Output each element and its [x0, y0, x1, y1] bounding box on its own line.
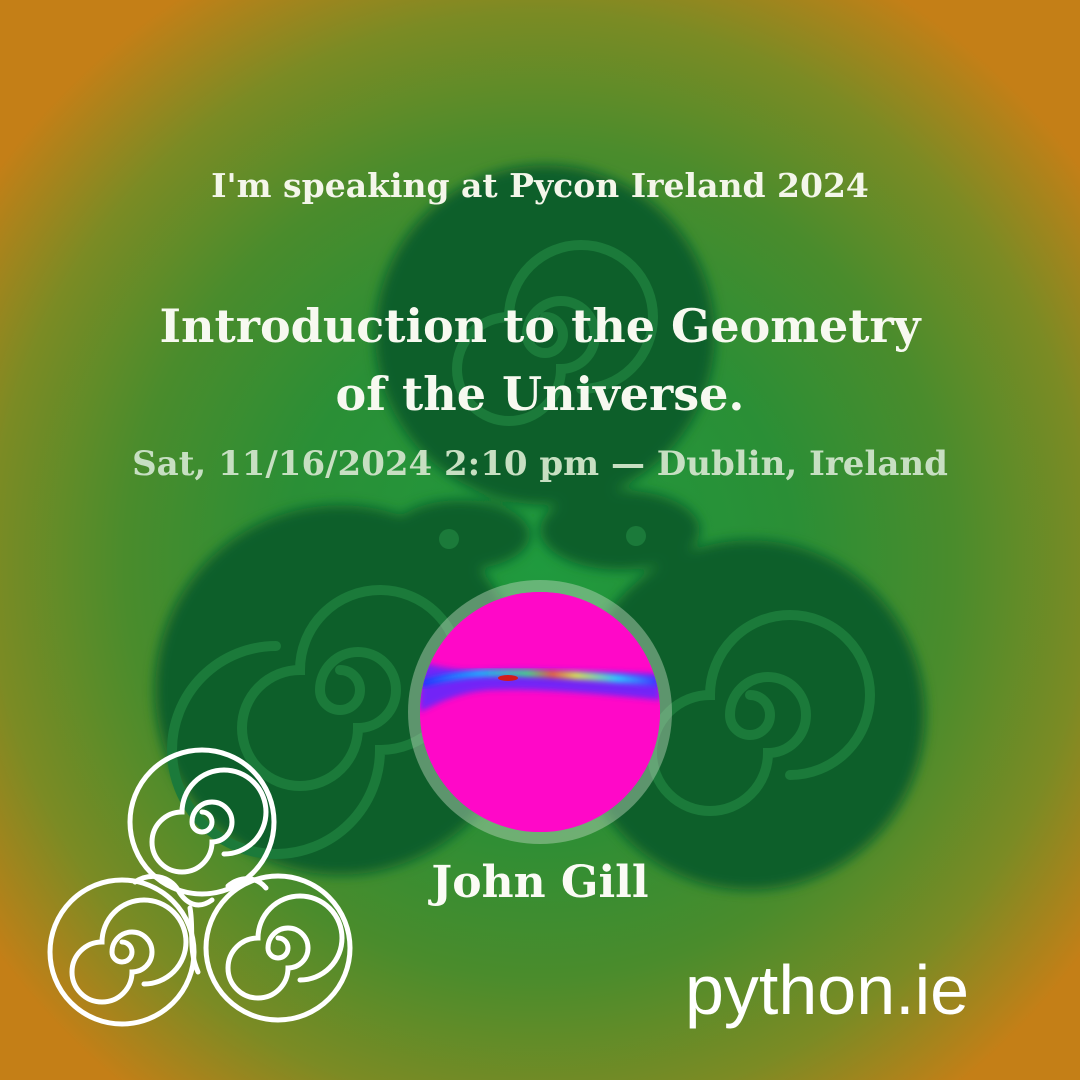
tagline: I'm speaking at Pycon Ireland 2024 [211, 166, 869, 205]
heatmap-image-icon [420, 592, 660, 832]
speaker-photo-frame [408, 580, 672, 844]
speaker-name: John Gill [431, 857, 649, 908]
triskele-logo-icon [40, 740, 360, 1050]
brand-site: python.ie [685, 951, 970, 1029]
speaker-photo [420, 592, 660, 832]
talk-datetime-location: Sat, 11/16/2024 2:10 pm — Dublin, Ireland [132, 444, 948, 484]
talk-title: Introduction to the Geometry of the Universe. [159, 299, 921, 421]
